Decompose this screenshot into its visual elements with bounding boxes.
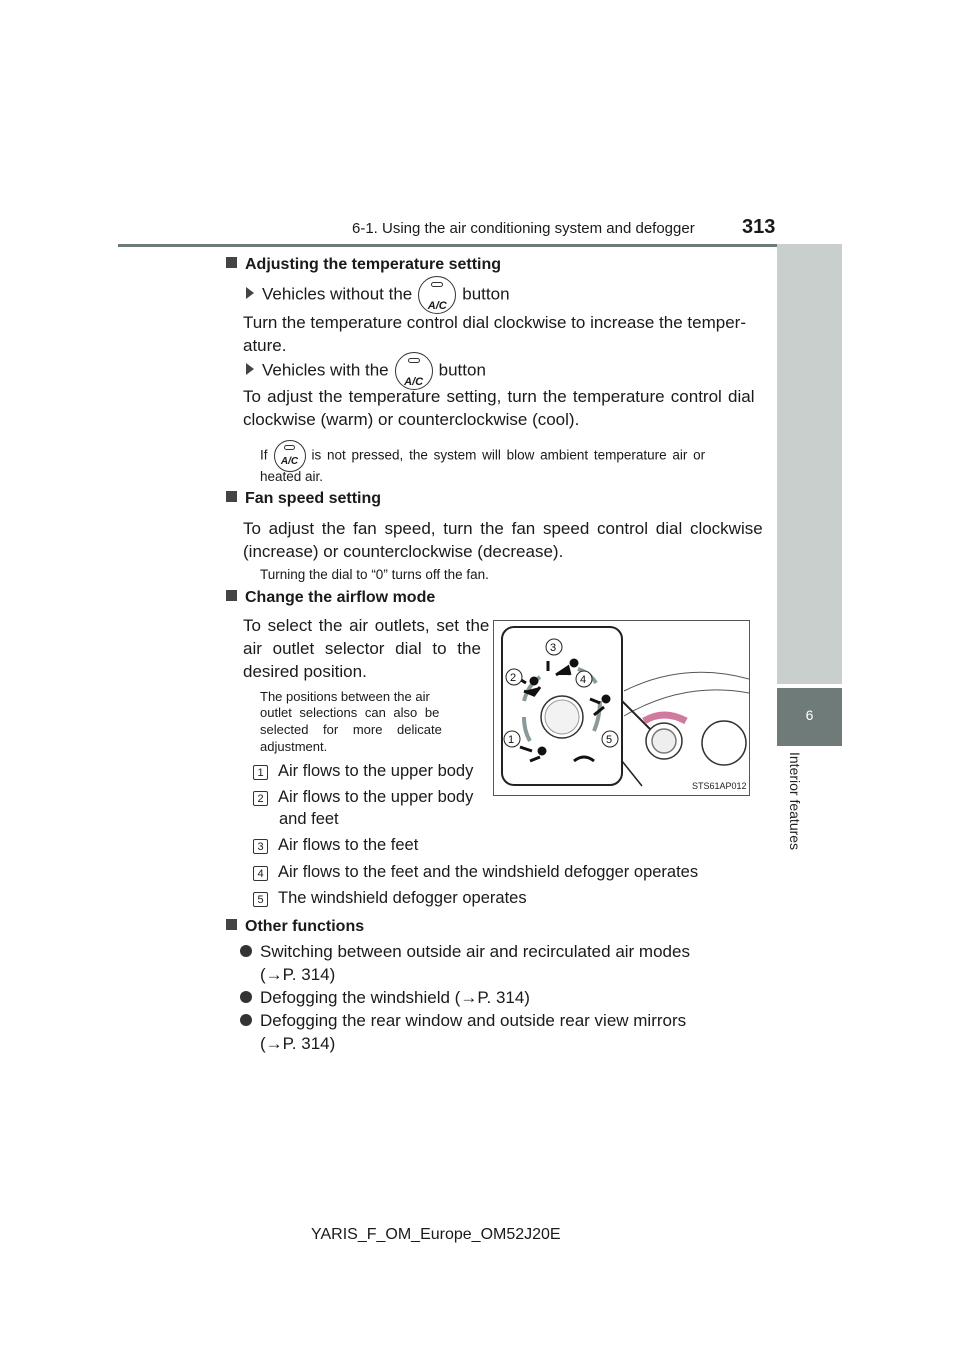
with-ac-label: Vehicles with the A/C button <box>246 352 486 390</box>
other-bullet-1-ref: (→P. 314) <box>260 965 336 984</box>
diagram-label-3: 3 <box>550 642 557 654</box>
heading-square-icon <box>226 491 237 502</box>
airflow-item-2: 2 Air flows to the upper body <box>253 788 473 807</box>
other-bullet-1: Switching between outside air and recirculated air modes <box>240 940 690 963</box>
other-bullet-3: Defogging the rear window and outside rear view mirrors <box>240 1009 686 1032</box>
diagram-label-4: 4 <box>580 674 587 686</box>
other-bullet-3-ref: (→P. 314) <box>260 1034 336 1053</box>
heading-square-icon <box>226 919 237 930</box>
bullet-icon <box>240 1014 252 1026</box>
page-number: 313 <box>742 216 776 238</box>
fan-text-2: (increase) or counterclockwise (decrease). <box>243 542 564 561</box>
other-bullet-2: Defogging the windshield (→P. 314) <box>240 986 530 1009</box>
bullet-icon <box>240 991 252 1003</box>
section-title: 6-1. Using the air conditioning system and defogger <box>352 220 695 237</box>
airflow-note-3: selected for more delicate <box>260 722 442 737</box>
ac-button-icon: A/C <box>395 352 433 390</box>
airflow-note-2: outlet selections can also be <box>260 705 440 720</box>
ac-button-icon: A/C <box>418 276 456 314</box>
header-rule <box>118 244 842 247</box>
with-ac-text-2: clockwise (warm) or counterclockwise (cool). <box>243 410 580 429</box>
airflow-item-3: 3 Air flows to the feet <box>253 836 418 855</box>
ac-note-2: heated air. <box>260 469 324 484</box>
airflow-note-4: adjustment. <box>260 739 328 754</box>
diagram-label-5: 5 <box>606 734 613 746</box>
without-ac-text-2: ature. <box>243 336 287 355</box>
heading-square-icon <box>226 590 237 601</box>
bullet-icon <box>240 945 252 957</box>
ac-note: If A/C is not pressed, the system will blow ambient temperature air or <box>260 440 750 472</box>
ac-button-icon: A/C <box>274 440 306 472</box>
chapter-number: 6 <box>805 707 814 723</box>
diagram-label-1: 1 <box>508 734 515 746</box>
airflow-item-5: 5 The windshield defogger operates <box>253 889 527 908</box>
triangle-bullet-icon <box>246 363 254 375</box>
airflow-note-1: The positions between the air <box>260 689 430 704</box>
airflow-text-1: To select the air outlets, set the <box>243 616 490 635</box>
airflow-item-4: 4 Air flows to the feet and the windshield defogger operates <box>253 863 698 882</box>
airflow-item-1: 1 Air flows to the upper body <box>253 762 473 781</box>
other-heading: Other functions <box>226 918 364 936</box>
airflow-text-2: air outlet selector dial to the <box>243 639 481 658</box>
airflow-item-2-cont: and feet <box>279 810 339 828</box>
fan-heading: Fan speed setting <box>226 490 381 508</box>
side-tab-background <box>777 244 842 684</box>
without-ac-label: Vehicles without the A/C button <box>246 276 510 314</box>
without-ac-text-1: Turn the temperature control dial clockwise to increase the temper- <box>243 313 746 332</box>
fan-note: Turning the dial to “0” turns off the fan. <box>260 567 489 582</box>
heading-square-icon <box>226 257 237 268</box>
airflow-heading: Change the airflow mode <box>226 589 435 607</box>
airflow-selector-diagram <box>493 620 750 796</box>
triangle-bullet-icon <box>246 287 254 299</box>
airflow-text-3: desired position. <box>243 662 367 681</box>
diagram-label-2: 2 <box>510 672 517 684</box>
document-code: YARIS_F_OM_Europe_OM52J20E <box>311 1226 561 1243</box>
fan-text-1: To adjust the fan speed, turn the fan speed control dial clockwise <box>243 519 763 538</box>
with-ac-text-1: To adjust the temperature setting, turn the temperature control dial <box>243 387 755 406</box>
chapter-label: Interior features <box>787 752 803 851</box>
airflow-diagram-svg <box>494 621 749 795</box>
temperature-heading: Adjusting the temperature setting <box>226 256 501 274</box>
diagram-code: STS61AP012 <box>692 781 747 791</box>
